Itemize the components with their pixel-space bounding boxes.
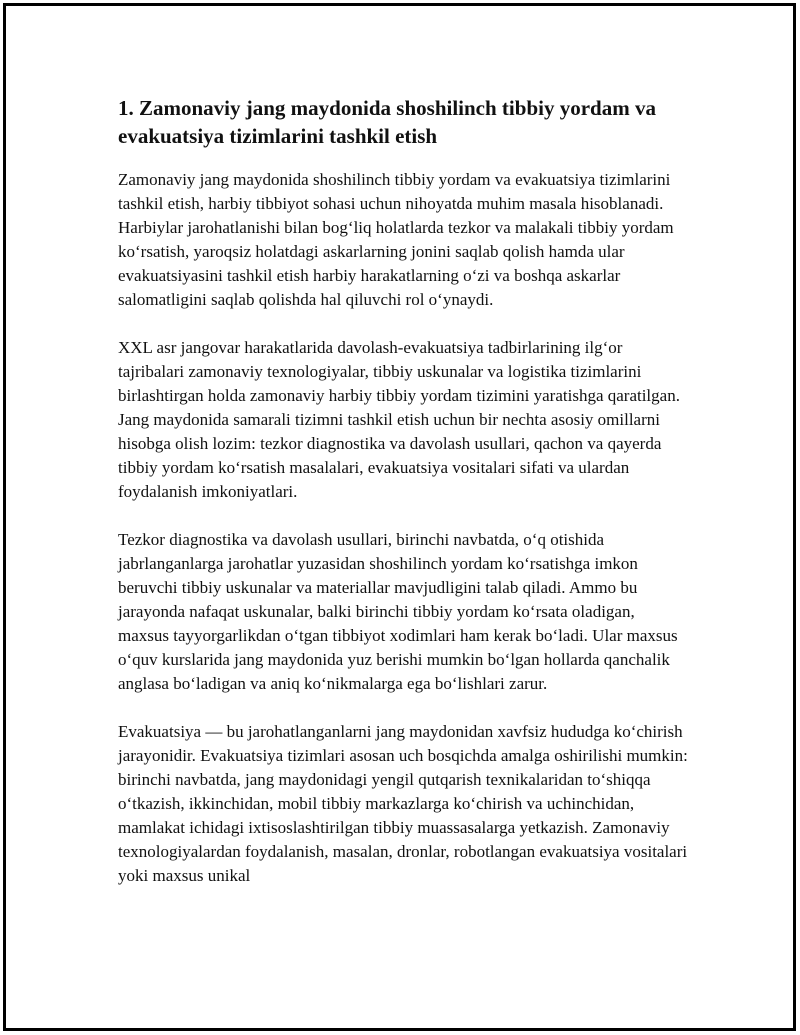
section-heading: 1. Zamonaviy jang maydonida shoshilinch tibbiy yordam va evakuatsiya tizimlarini tashkil etish [118,96,656,148]
document-body [118,94,688,912]
paragraph-2: XXL asr jangovar harakatlarida davolash-evakuatsiya tadbirlarining ilg‘or tajribalari zamonaviy texnologiyalar, tibbiy uskunalar va logistika tizimlarini birlashtirgan holda zamonaviy harbiy tibbiy yordam tizimini yaratishga qaratilgan. Jang maydonida samarali tizimni tashkil etish uchun bir nechta asosiy omillarni hisobga olish lozim: tezkor diagnostika va davolash usullari, qachon va qayerda tibbiy yordam ko‘rsatish masalalari, evakuatsiya vositalari sifati va ulardan foydalanish imkoniyatlari. [118,338,680,501]
paragraph-3: Tezkor diagnostika va davolash usullari, birinchi navbatda, o‘q otishida jabrlanganlarga jarohatlar yuzasidan shoshilinch yordam ko‘rsatishga imkon beruvchi tibbiy uskunalar va materiallar mavjudligini talab qiladi. Ammo bu jarayonda nafaqat uskunalar, balki birinchi tibbiy yordam ko‘rsata oladigan, maxsus tayyorgarlikdan o‘tgan tibbiyot xodimlari ham kerak bo‘ladi. Ular maxsus o‘quv kurslarida jang maydonida yuz berishi mumkin bo‘lgan hollarda qanchalik anglasa bo‘ladigan va aniq ko‘nikmalarga ega bo‘lishlari zarur. [118,530,678,693]
paragraph-4: Evakuatsiya — bu jarohatlanganlarni jang maydonidan xavfsiz hududga ko‘chirish jarayonidir. Evakuatsiya tizimlari asosan uch bosqichda amalga oshirilishi mumkin: birinchi navbatda, jang maydonidagi yengil qutqarish texnikalaridan to‘shiqqa o‘tkazish, ikkinchidan, mobil tibbiy markazlarga ko‘chirish va uchinchidan, mamlakat ichidagi ixtisoslashtirilgan tibbiy muassasalarga yetkazish. Zamonaviy texnologiyalardan foydalanish, masalan, dronlar, robotlangan evakuatsiya vositalari yoki maxsus unikal [118,722,688,885]
paragraph-1: Zamonaviy jang maydonida shoshilinch tibbiy yordam va evakuatsiya tizimlarini tashkil etish, harbiy tibbiyot sohasi uchun nihoyatda muhim masala hisoblanadi. Harbiylar jarohatlanishi bilan bog‘liq holatlarda tezkor va malakali tibbiy yordam ko‘rsatish, yaroqsiz holatdagi askarlarning jonini saqlab qolish hamda ular evakuatsiyasini tashkil etish harbiy harakatlarning o‘zi va boshqa askarlar salomatligini saqlab qolishda hal qiluvchi rol o‘ynaydi. [118,170,674,309]
